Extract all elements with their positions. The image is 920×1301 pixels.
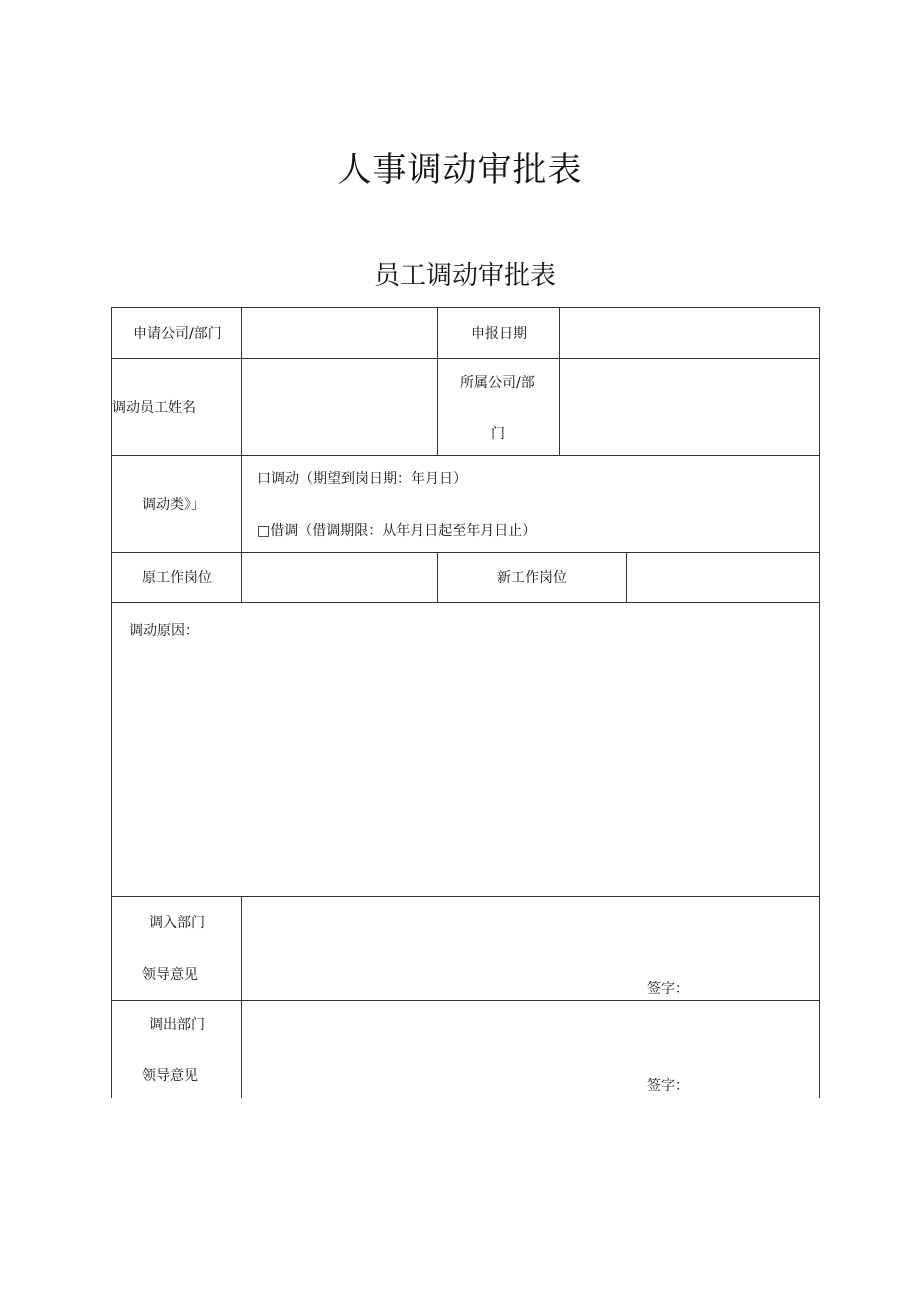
- new-position-label: 新工作岗位: [497, 570, 567, 586]
- report-date-label: 申报日期: [471, 326, 527, 342]
- row-divider-2: [111, 455, 820, 456]
- original-position-label: 原工作岗位: [142, 570, 212, 586]
- releasing-signature-label: 签字：: [647, 1078, 689, 1094]
- transfer-option-regular[interactable]: 口调动（期望到岗日期：年月日）: [257, 471, 467, 487]
- affiliated-company-label-line2: 门: [491, 426, 505, 442]
- transfer-reason-label: 调动原因：: [129, 623, 199, 639]
- document-main-title: 人事调动审批表: [337, 150, 583, 190]
- middle-column-divider-upper: [437, 307, 438, 455]
- form-title: 员工调动审批表: [373, 261, 556, 291]
- row-divider-1: [111, 358, 820, 359]
- receiving-dept-label-line1: 调入部门: [149, 915, 205, 931]
- releasing-dept-label-line1: 调出部门: [149, 1017, 205, 1033]
- row-divider-6: [111, 1000, 820, 1001]
- table-border-right: [819, 307, 820, 1098]
- transfer-option-secondment[interactable]: □借调（借调期限：从年月日起至年月日止）: [257, 523, 537, 539]
- right-column-divider-position: [626, 552, 627, 602]
- releasing-dept-label-line2: 领导意见: [142, 1068, 198, 1084]
- applicant-company-label: 申请公司/部门: [133, 326, 222, 342]
- row-divider-3: [111, 552, 820, 553]
- label-column-divider-upper: [241, 307, 242, 602]
- transfer-type-label: 调动类》」: [142, 497, 205, 513]
- receiving-signature-label: 签字：: [647, 981, 689, 997]
- row-divider-4: [111, 602, 820, 603]
- affiliated-company-label-line1: 所属公司/部: [460, 375, 535, 391]
- receiving-dept-label-line2: 领导意见: [142, 967, 198, 983]
- right-column-divider-upper: [559, 307, 560, 455]
- table-border-top: [111, 307, 820, 308]
- table-border-left: [111, 307, 112, 1098]
- middle-column-divider-position: [437, 552, 438, 602]
- employee-name-label: 调动员工姓名: [112, 400, 196, 416]
- row-divider-5: [111, 896, 820, 897]
- label-column-divider-lower: [241, 896, 242, 1098]
